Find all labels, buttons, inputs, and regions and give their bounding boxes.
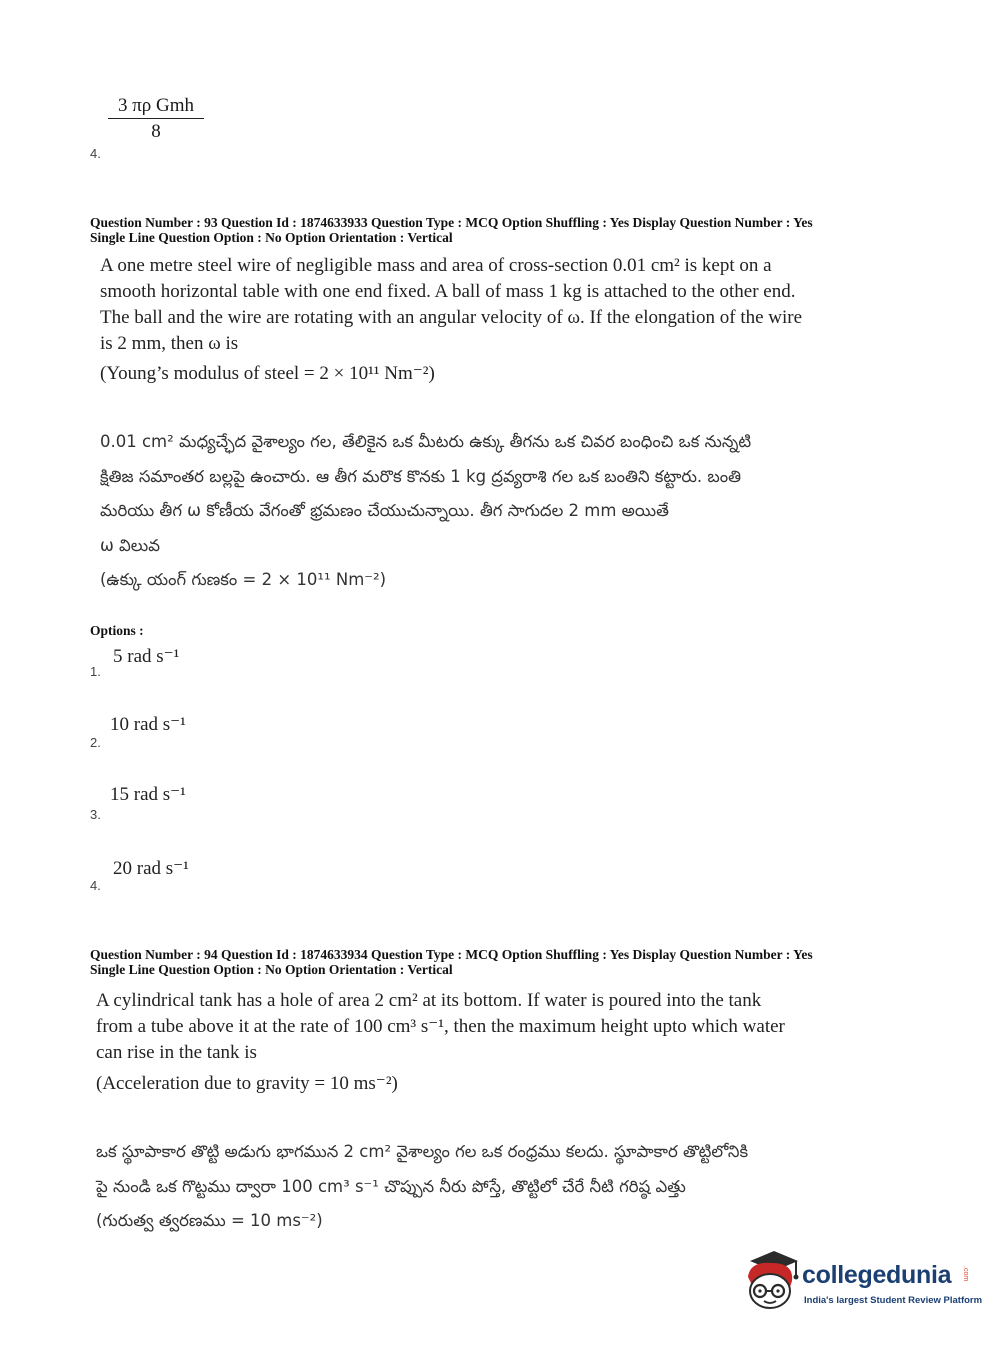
q94-telugu-line: పై నుండి ఒక గొట్టము ద్వారా 100 cm³ s⁻¹ చొప్పున నీరు పోస్తే, తొట్టిలో చేరే నీటి గరిష్ఠ ఎత్తు [96, 1176, 686, 1196]
mascot-icon [740, 1247, 802, 1311]
q93-english-line: A one metre steel wire of negligible mass and area of cross-section 0.01 cm² is kept on a [100, 255, 772, 276]
option-text: 15 rad s⁻¹ [110, 784, 186, 805]
q93-english-line: smooth horizontal table with one end fixed. A ball of mass 1 kg is attached to the other end. [100, 281, 796, 302]
q93-telugu-line: మరియు తీగ ω కోణీయ వేగంతో భ్రమణం చేయుచున్నాయి. తీగ సాగుదల 2 mm అయితే [100, 501, 669, 520]
q94-english-text [96, 988, 876, 1097]
q94-meta-line2: Single Line Question Option : No Option Orientation : Vertical [90, 962, 453, 977]
fraction-denominator: 8 [151, 121, 161, 142]
option-number: 1. [90, 664, 101, 679]
q93-english-line: The ball and the wire are rotating with an angular velocity of ω. If the elongation of the wire [100, 307, 803, 328]
prev-option-fraction [108, 95, 204, 143]
logo-tagline: India's largest Student Review Platform [804, 1295, 983, 1306]
option-number: 4. [90, 878, 101, 893]
logo-domain-suffix: .com [962, 1266, 969, 1282]
q93-english-text [100, 253, 880, 387]
q93-telugu-line: క్షితిజ సమాంతర బల్లపై ఉంచారు. ఆ తీగ మరొక కొనకు 1 kg ద్రవ్యరాశి గల ఒక బంతిని కట్టారు. బంతి [100, 466, 742, 486]
q94-telugu-line: ఒక స్థూపాకార తొట్టి అడుగు భాగమున 2 cm² వైశాల్యం గల ఒక రంధ్రము కలదు. స్థూపాకార తొట్టిలోనికి [96, 1142, 749, 1161]
option-text: 5 rad s⁻¹ [113, 646, 180, 667]
q93-telugu-text [100, 425, 880, 598]
options-label: Options : [90, 623, 144, 638]
q94-english-line: A cylindrical tank has a hole of area 2 cm² at its bottom. If water is poured into the tank [96, 990, 762, 1011]
q94-english-line: from a tube above it at the rate of 100 cm³ s⁻¹, then the maximum height upto which water [96, 1016, 785, 1037]
q93-meta-line2: Single Line Question Option : No Option Orientation : Vertical [90, 230, 453, 245]
q94-meta-line1: Question Number : 94 Question Id : 1874633934 Question Type : MCQ Option Shuffling : Yes Display Question Number : Yes [90, 947, 813, 962]
q93-telugu-line: 0.01 cm² మధ్యచ్ఛేద వైశాల్యం గల, తేలికైన ఒక మీటరు ఉక్కు తీగను ఒక చివర బంధించి ఒక నున్నటి [100, 432, 752, 451]
collegedunia-logo[interactable] [740, 1245, 983, 1315]
prev-option-number: 4. [90, 146, 101, 161]
q94-telugu-text [96, 1135, 876, 1239]
q93-meta-line1: Question Number : 93 Question Id : 1874633933 Question Type : MCQ Option Shuffling : Yes Display Question Number : Yes [90, 215, 813, 230]
logo-wordmark: collegedunia [802, 1261, 952, 1289]
q94-english-line: (Acceleration due to gravity = 10 ms⁻²) [96, 1073, 398, 1094]
option-number: 2. [90, 735, 101, 750]
option-number: 3. [90, 807, 101, 822]
option-text: 10 rad s⁻¹ [110, 714, 186, 735]
fraction-numerator: 3 πρ Gmh [108, 95, 204, 119]
q93-telugu-line: (ఉక్కు యంగ్ గుణకం = 2 × 10¹¹ Nm⁻²) [100, 570, 387, 589]
q93-telugu-line: ω విలువ [100, 535, 160, 555]
option-text: 20 rad s⁻¹ [113, 858, 189, 879]
q94-telugu-line: (గురుత్వ త్వరణము = 10 ms⁻²) [96, 1211, 323, 1230]
q94-english-line: can rise in the tank is [96, 1042, 257, 1063]
q93-english-line: (Young’s modulus of steel = 2 × 10¹¹ Nm⁻²) [100, 363, 435, 384]
q93-english-line: is 2 mm, then ω is [100, 333, 239, 354]
